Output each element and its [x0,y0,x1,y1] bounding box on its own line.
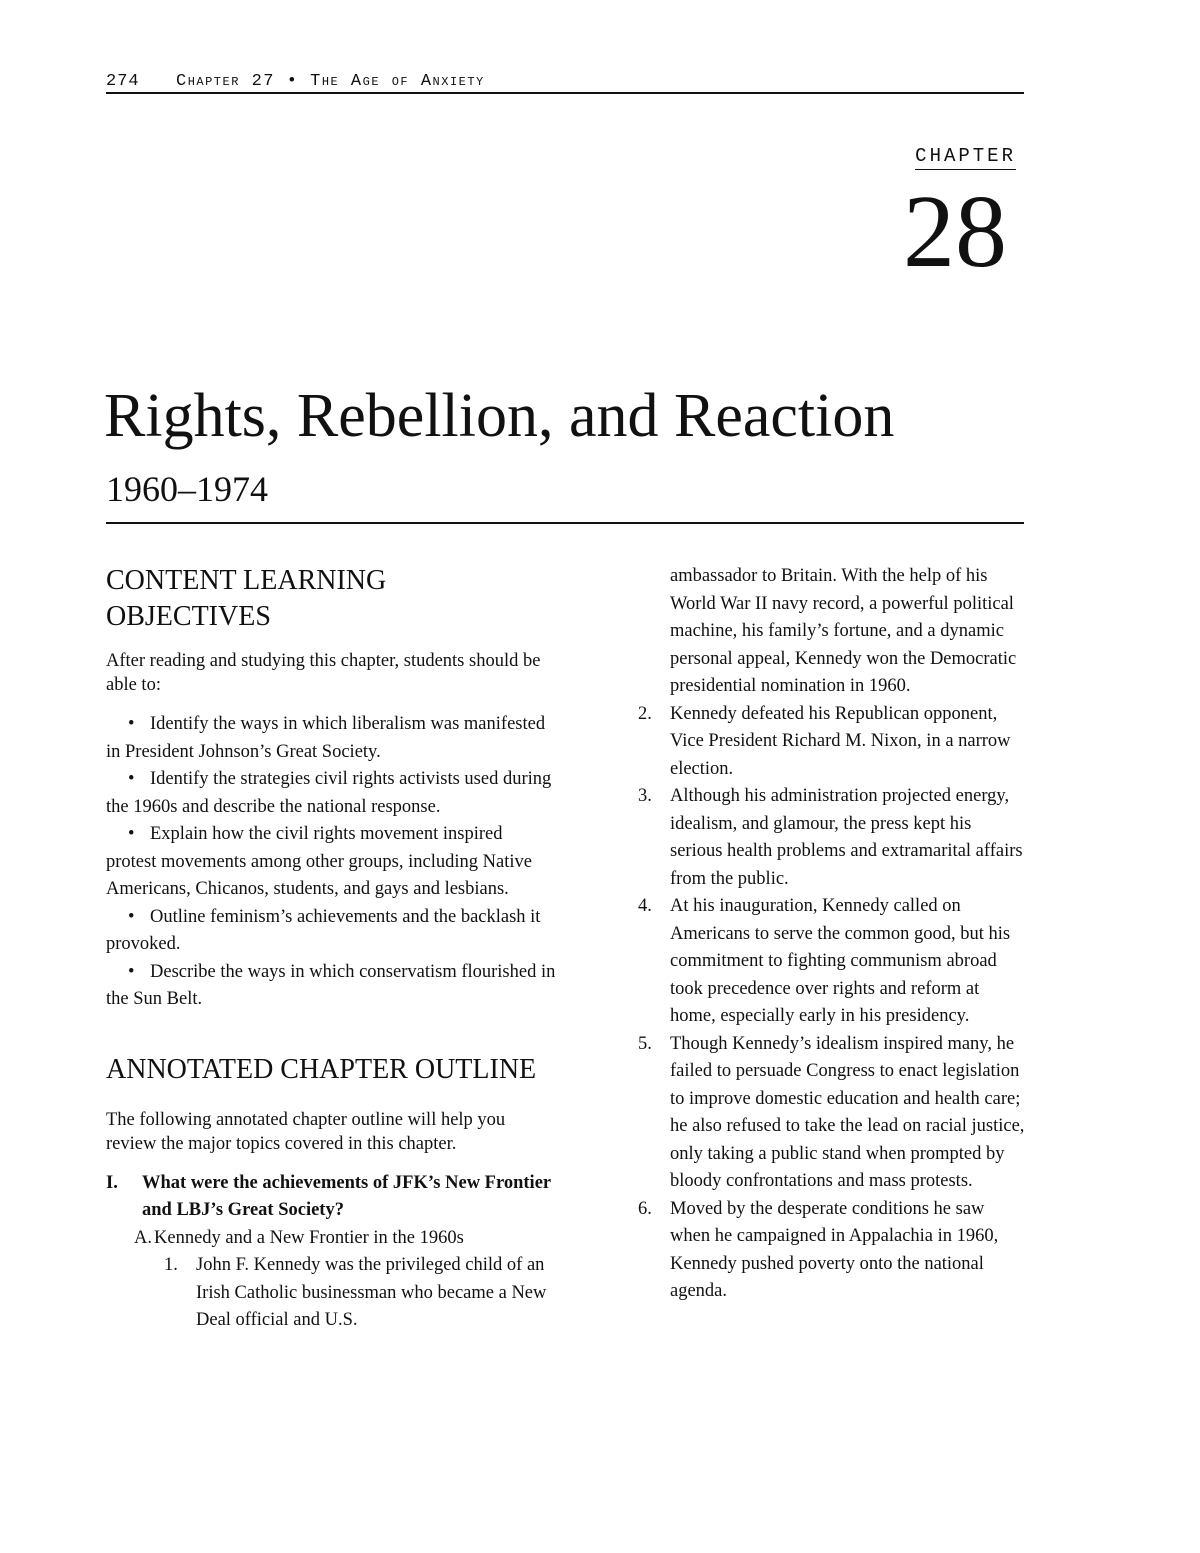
bullet-icon: • [128,769,135,789]
outline-text: At his inauguration, Kennedy called on Americans to serve the common good, but his commitment to fighting communism abroad took precedence over rights and reform at home, especially early in his presidency. [670,896,1011,1026]
outline-text: John F. Kennedy was the privileged child of an Irish Catholic businessman who became a New Deal official and U.S. [196,1255,547,1330]
outline-text: Kennedy defeated his Republican opponent, Vice President Richard M. Nixon, in a narrow election. [670,703,1011,779]
objective-item: • Describe the ways in which conservatism flourished in the Sun Belt. [106,959,556,1014]
bullet-icon: • [128,961,135,982]
outline-item-6 [638,1196,1028,1306]
outline-num: 5. [638,1033,652,1054]
outline-text: Though Kennedy’s idealism inspired many, he failed to persuade Congress to enact legislation to improve domestic education and health care; he also refused to take the lead on racial justice, only taking a public stand when prompted by bloody confrontations and mass protests. [670,1033,1025,1191]
outline-item-2 [638,701,1028,784]
objective-item: • Explain how the civil rights movement inspired protest movements among other groups, including Native Americans, Chicanos, students, and gays and lesbians. [106,821,556,904]
chapter-label: CHAPTER [915,145,1016,170]
outline-num: 1. [164,1255,178,1275]
bullet-icon: • [128,906,135,927]
bullet-icon: • [128,714,135,734]
chapter-title: Rights, Rebellion, and Reaction [104,382,895,450]
outline-section-A [106,1225,556,1253]
outline-text: Although his administration projected energy, idealism, and glamour, the press kept his serious health problems and extramarital affairs from the public. [670,786,1023,889]
page-number: 274 [106,72,140,91]
objectives-heading: CONTENT LEARNING OBJECTIVES [106,565,387,632]
outline-item-1-continued [638,563,1028,701]
outline-num: I. [106,1172,118,1193]
left-column [106,563,556,1335]
chapter-number: 28 [903,174,1007,289]
outline-num: 3. [638,786,652,806]
bullet-icon: • [128,824,135,844]
right-column [638,563,1028,1306]
outline-item-3 [638,783,1028,893]
outline-text: What were the achievements of JFK’s New Frontier and LBJ’s Great Society? [142,1172,551,1220]
objectives-intro: After reading and studying this chapter, students should be able to: [106,651,541,695]
objectives-list [106,711,556,1014]
chapter-subtitle: 1960–1974 [106,469,268,509]
outline-item-5 [638,1031,1028,1196]
outline-intro: The following annotated chapter outline will help you review the major topics covered in this chapter. [106,1109,506,1154]
objective-item: • Outline feminism’s achievements and the backlash it provoked. [106,904,556,959]
outline-item-1 [106,1252,556,1335]
outline-section-I [106,1170,556,1225]
outline-num: 4. [638,896,652,916]
title-divider [106,522,1024,524]
outline-text: ambassador to Britain. With the help of his World War II navy record, a powerful political machine, his family’s fortune, and a dynamic personal appeal, Kennedy won the Democratic presidential nomination in 1960. [670,566,1017,696]
outline-text: Kennedy and a New Frontier in the 1960s [154,1227,464,1248]
objective-item: • Identify the ways in which liberalism was manifested in President Johnson’s Great Society. [106,711,556,766]
outline-num: 6. [638,1198,652,1219]
objective-item: • Identify the strategies civil rights activists used during the 1960s and describe the national response. [106,766,556,821]
running-title: Chapter 27 • The Age of Anxiety [176,72,485,91]
outline-heading: ANNOTATED CHAPTER OUTLINE [106,1053,537,1085]
outline-item-4 [638,893,1028,1031]
outline-num: 2. [638,703,652,724]
outline-num: A. [134,1227,152,1248]
running-header [106,70,1024,94]
outline-text: Moved by the desperate conditions he saw when he campaigned in Appalachia in 1960, Kennedy pushed poverty onto the national agenda. [670,1198,999,1301]
